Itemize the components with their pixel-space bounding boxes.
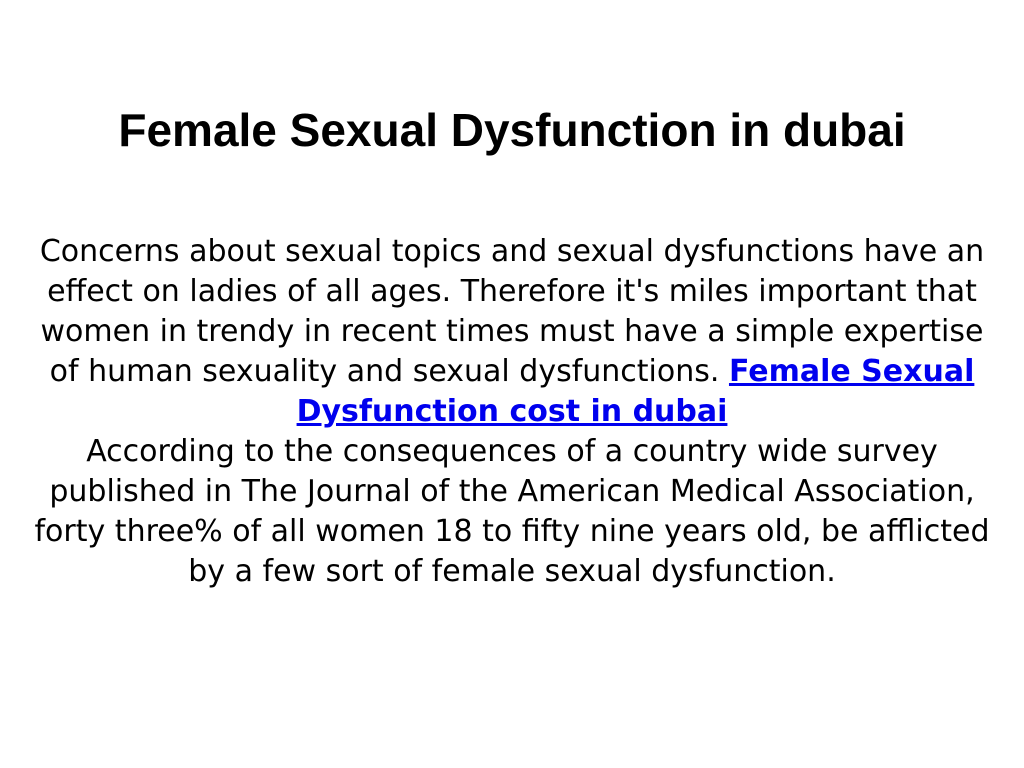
paragraph-survey: According to the consequences of a country wide survey published in The Journal of the American Medical Association, forty three% of all women 18 to fifty nine years old, be afflicted by a few sort of female sexual dysfunction. (34, 434, 990, 589)
paragraph-concerns-text: Concerns about sexual topics and sexual dysfunctions have an effect on ladies of all ages. Therefore it's miles important that women in trendy in recent times must have a simple expertise of human sexuality and sexual dysfunctions. (39, 234, 985, 389)
slide-body (28, 232, 996, 592)
cost-link[interactable]: Female Sexual Dysfunction cost in dubai (296, 354, 975, 429)
slide-title: Female Sexual Dysfunction in dubai (118, 104, 906, 156)
paragraph-concerns (28, 232, 996, 432)
